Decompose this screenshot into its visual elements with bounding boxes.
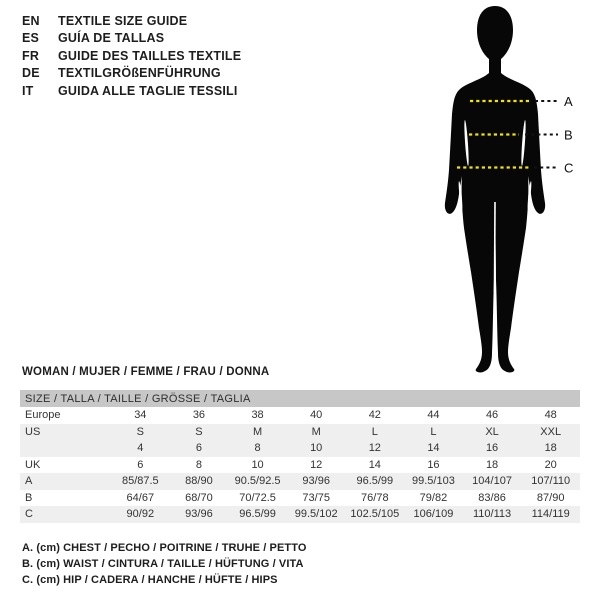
size-cell: 4 [137, 442, 144, 455]
size-cell: 110/113 [472, 508, 512, 521]
size-cell: 96.5/99 [239, 508, 276, 521]
size-cell: 64/67 [126, 491, 155, 504]
table-row-us [20, 424, 580, 441]
language-code: ES [22, 31, 40, 46]
size-cell: 85/87.5 [121, 475, 159, 488]
size-cell: 107/110 [531, 475, 571, 488]
row-label: B [25, 491, 33, 504]
row-label: C [25, 508, 33, 521]
size-cell: 36 [192, 409, 206, 422]
size-cell: 18 [485, 458, 499, 471]
table-row-waist-b [20, 490, 580, 507]
size-cell: 10 [310, 442, 323, 455]
size-cell: 34 [134, 409, 147, 422]
size-cell: 40 [310, 409, 323, 422]
size-cell: 73/75 [302, 491, 330, 504]
table-row-uk [20, 457, 580, 474]
legend-chest: A. (cm) CHEST / PECHO / POITRINE / TRUHE / PETTO [22, 542, 307, 554]
size-cell: 14 [368, 458, 381, 471]
size-cell: 12 [368, 442, 381, 455]
row-label: US [25, 425, 41, 438]
list-item [22, 47, 241, 65]
language-guide-title: TEXTILGRÖßENFÜHRUNG [58, 66, 221, 81]
table-row-us-numeric [20, 440, 580, 457]
table-row-europe [20, 407, 580, 424]
size-cell: 104/107 [472, 475, 512, 488]
language-guide-title: TEXTILE SIZE GUIDE [58, 13, 188, 28]
size-cell: 79/82 [419, 491, 448, 504]
size-cell: 114/119 [531, 508, 570, 521]
table-row-hip-c [20, 506, 580, 523]
language-code: IT [22, 83, 34, 98]
section-title-woman: WOMAN / MUJER / FEMME / FRAU / DONNA [22, 366, 270, 378]
size-cell: 76/78 [361, 491, 389, 504]
size-cell: 48 [544, 409, 557, 422]
measure-label-c: C [564, 160, 574, 176]
size-cell: 44 [427, 409, 440, 422]
size-cell: S [136, 425, 144, 438]
table-row-chest-a [20, 473, 580, 490]
language-guide-title: GUÍA DE TALLAS [58, 31, 165, 46]
measure-label-a: A [564, 94, 573, 109]
woman-silhouette-icon [430, 0, 600, 380]
size-cell: 18 [544, 442, 557, 455]
size-cell: 46 [485, 409, 499, 422]
size-cell: 8 [254, 442, 261, 455]
size-table [20, 390, 580, 523]
legend-hip: C. (cm) HIP / CADERA / HANCHE / HÜFTE / HIPS [22, 574, 278, 586]
size-cell: L [430, 425, 437, 438]
legend-waist: B. (cm) WAIST / CINTURA / TAILLE / HÜFTUNG / VITA [22, 558, 304, 570]
size-cell: 93/96 [185, 508, 213, 521]
size-cell: 106/109 [413, 508, 454, 521]
size-cell: 12 [310, 458, 323, 471]
size-cell: 83/86 [478, 491, 506, 504]
size-cell: 99.5/102 [294, 508, 338, 521]
language-code: EN [22, 13, 40, 28]
language-guide-list [22, 12, 241, 100]
size-cell: 20 [544, 458, 557, 471]
size-cell: S [195, 425, 203, 438]
language-guide-title: GUIDA ALLE TAGLIE TESSILI [58, 83, 238, 98]
size-cell: M [252, 425, 263, 438]
woman-silhouette-figure [430, 0, 600, 380]
size-cell: 6 [195, 442, 202, 455]
row-label: Europe [25, 409, 61, 422]
size-cell: M [311, 425, 321, 438]
size-cell: 14 [427, 442, 440, 455]
size-cell: 88/90 [185, 475, 213, 488]
size-cell: 87/90 [536, 491, 565, 504]
size-cell: 38 [251, 409, 264, 422]
size-cell: 102.5/105 [350, 508, 400, 521]
measure-label-b: B [564, 127, 573, 143]
language-code: DE [22, 66, 40, 81]
size-cell: 96.5/99 [356, 475, 394, 488]
size-cell: 8 [195, 458, 202, 471]
language-code: FR [22, 48, 40, 63]
size-cell: XL [485, 425, 499, 438]
size-cell: 90/92 [126, 508, 155, 521]
size-cell: 99.5/103 [412, 475, 455, 488]
list-item [22, 12, 241, 30]
size-cell: 6 [137, 458, 144, 471]
list-item [22, 30, 241, 48]
size-table-header: SIZE / TALLA / TAILLE / GRÖSSE / TAGLIA [20, 390, 580, 407]
measurement-legend [22, 540, 307, 588]
size-cell: 90.5/92.5 [234, 475, 281, 488]
size-cell: 16 [427, 458, 440, 471]
size-cell: 42 [368, 409, 381, 422]
size-cell: 16 [485, 442, 499, 455]
size-cell: L [371, 425, 378, 438]
list-item [22, 65, 241, 83]
size-cell: 68/70 [185, 491, 213, 504]
size-cell: 10 [251, 458, 264, 471]
row-label: A [25, 475, 33, 488]
row-label: UK [25, 458, 41, 471]
size-cell: 93/96 [302, 475, 330, 488]
list-item [22, 82, 241, 100]
size-cell: XXL [540, 425, 562, 438]
language-guide-title: GUIDE DES TAILLES TEXTILE [58, 48, 242, 63]
size-cell: 70/72.5 [239, 491, 276, 504]
